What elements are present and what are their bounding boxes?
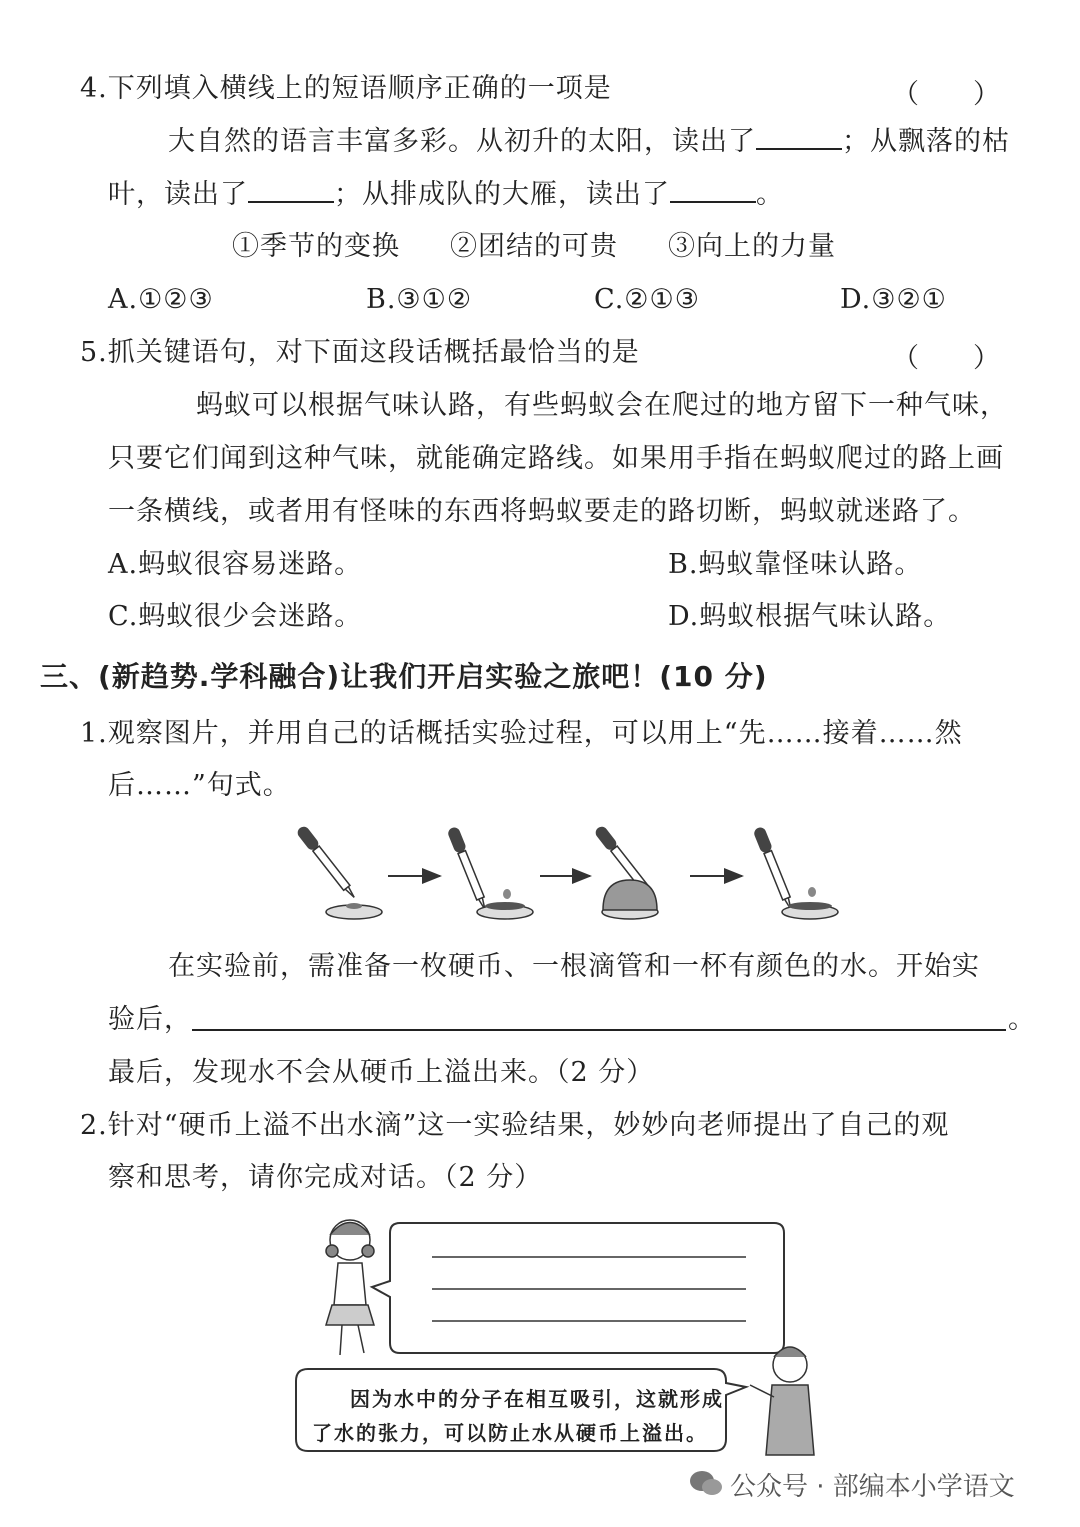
teacher-speech-line2: 了水的张力，可以防止水从硬币上溢出。 — [312, 1421, 708, 1445]
dropper-icon-1 — [295, 824, 359, 901]
dropper-icon-2 — [446, 826, 490, 912]
s3q2-stem-line2: 察和思考，请你完成对话。（2 分） — [108, 1162, 543, 1193]
experiment-illustration — [0, 820, 1080, 940]
q5-passage-line2: 只要它们闻到这种气味，就能确定路线。如果用手指在蚂蚁爬过的路上画 — [108, 443, 1004, 474]
q5-option-c[interactable]: C.蚂蚁很少会迷路。 — [108, 601, 363, 632]
s3q1-answer-line3: 最后，发现水不会从硬币上溢出来。（2 分） — [108, 1057, 655, 1088]
teacher-speech-line1: 因为水中的分子在相互吸引，这就形成 — [350, 1387, 724, 1411]
q4-passage-text-d: ；从排成队的大雁，读出了 — [334, 179, 670, 210]
s3q2-stem-line1: 2.针对“硬币上溢不出水滴”这一实验结果，妙妙向老师提出了自己的观 — [80, 1110, 950, 1141]
q4-option-c[interactable]: C.②①③ — [594, 284, 700, 315]
watermark-text: 公众号 · 部编本小学语文 — [730, 1472, 1015, 1502]
q4-passage-text-c: 叶，读出了 — [108, 179, 248, 210]
s3q1-answer-line2-start: 验后， — [108, 1004, 192, 1035]
girl-figure-icon — [326, 1220, 374, 1355]
q4-passage-text-e: 。 — [756, 179, 784, 210]
q5-option-d[interactable]: D.蚂蚁根据气味认路。 — [668, 601, 952, 632]
q4-option-d[interactable]: D.③②① — [840, 284, 947, 315]
wechat-icon — [688, 1468, 724, 1498]
q4-phrase-3: ③向上的力量 — [668, 231, 836, 262]
q4-blank-2[interactable] — [248, 177, 334, 203]
q4-option-a[interactable]: A.①②③ — [108, 284, 214, 315]
coin-icon-4 — [782, 887, 838, 919]
dropper-icon-4 — [752, 826, 796, 912]
q4-passage-line2 — [108, 177, 784, 212]
q5-stem: 5.抓关键语句，对下面这段话概括最恰当的是 — [80, 337, 640, 368]
q5-answer-paren[interactable]: （ ） — [892, 343, 1000, 374]
s3q1-answer-blank[interactable] — [192, 1029, 1006, 1031]
s3q1-stem-line2: 后……”句式。 — [108, 770, 291, 801]
coin-icon-3 — [602, 880, 658, 919]
s3q1-stem-line1: 1.观察图片，并用自己的话概括实验过程，可以用上“先……接着……然 — [80, 718, 963, 749]
q4-phrase-2: ②团结的可贵 — [450, 231, 618, 262]
q4-answer-paren[interactable]: （ ） — [892, 79, 1000, 110]
q4-passage-line1 — [168, 124, 1010, 159]
s3q1-answer-line1: 在实验前，需准备一枚硬币、一根滴管和一杯有颜色的水。开始实 — [168, 951, 980, 982]
section-3-title: 三、(新趋势.学科融合)让我们开启实验之旅吧！(10 分) — [40, 660, 768, 693]
q4-blank-1[interactable] — [756, 124, 842, 150]
teacher-figure-icon — [750, 1347, 814, 1455]
girl-speech-bubble — [372, 1223, 784, 1353]
s3q1-answer-line2-end: 。 — [1008, 1004, 1036, 1035]
coin-icon-2 — [477, 889, 533, 919]
q4-option-b[interactable]: B.③①② — [366, 284, 473, 315]
q5-passage-line1: 蚂蚁可以根据气味认路，有些蚂蚁会在爬过的地方留下一种气味， — [196, 390, 1008, 421]
q5-option-a[interactable]: A.蚂蚁很容易迷路。 — [108, 549, 363, 580]
q5-option-b[interactable]: B.蚂蚁靠怪味认路。 — [668, 549, 923, 580]
q4-phrase-1: ①季节的变换 — [232, 231, 400, 262]
coin-icon-1 — [326, 903, 382, 919]
q4-passage-text-a: 大自然的语言丰富多彩。从初升的太阳，读出了 — [168, 126, 756, 157]
q4-passage-text-b: ；从飘落的枯 — [842, 126, 1010, 157]
q4-blank-3[interactable] — [670, 177, 756, 203]
q5-passage-line3: 一条横线，或者用有怪味的东西将蚂蚁要走的路切断，蚂蚁就迷路了。 — [108, 496, 976, 527]
q4-stem: 4.下列填入横线上的短语顺序正确的一项是 — [80, 73, 612, 104]
